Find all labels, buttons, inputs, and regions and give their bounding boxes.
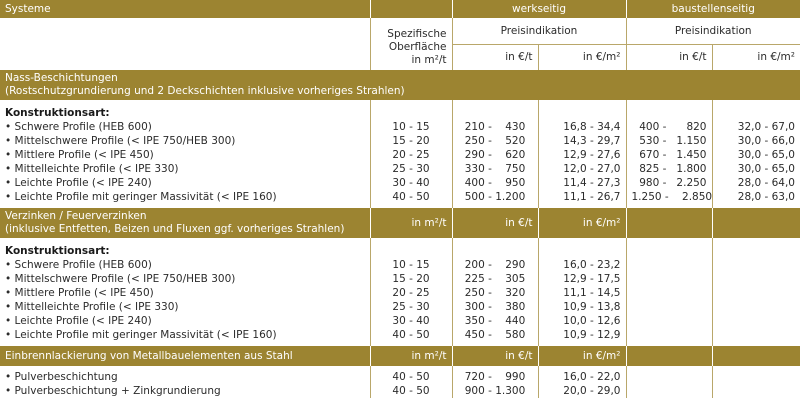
row-surface: 10 - 15	[370, 258, 452, 272]
row-label: • Pulverbeschichtung	[5, 371, 118, 383]
einbrenn-unit-surface: in m²/t	[370, 346, 452, 366]
row-werk-m2: 16,8 - 34,4	[538, 120, 626, 134]
row-surface: 25 - 30	[370, 162, 452, 176]
row-werk-m2: 11,4 - 27,3	[538, 176, 626, 190]
row-label: • Leichte Profile mit geringer Massivität (< IPE 160)	[5, 329, 277, 341]
table-row	[0, 258, 800, 272]
row-werk-t: 500 - 1.200	[452, 190, 538, 204]
row-werk-t: 225 - 305	[452, 272, 538, 286]
row-bau-m2	[712, 258, 800, 272]
row-bau-m2: 32,0 - 67,0	[712, 120, 800, 134]
row-bau-m2	[712, 314, 800, 328]
section-einbrenn-header	[0, 346, 800, 366]
header-surface: Spezifische Oberfläche in m²/t	[370, 18, 452, 70]
row-label: • Mittelleichte Profile (< IPE 330)	[5, 163, 179, 175]
row-surface: 40 - 50	[370, 370, 452, 384]
row-werk-m2: 11,1 - 26,7	[538, 190, 626, 204]
row-bau-t: 980 - 2.250	[626, 176, 712, 190]
row-werk-m2: 10,9 - 12,9	[538, 328, 626, 342]
header-bau-t: in €/t	[626, 44, 712, 70]
row-bau-t	[626, 328, 712, 342]
row-bau-m2	[712, 300, 800, 314]
row-surface: 10 - 15	[370, 120, 452, 134]
row-werk-t: 290 - 620	[452, 148, 538, 162]
row-label: • Mittelleichte Profile (< IPE 330)	[5, 301, 179, 313]
header-werk-t: in €/t	[452, 44, 538, 70]
header-preisindikation-bau: Preisindikation	[626, 18, 800, 44]
row-bau-t	[626, 272, 712, 286]
row-surface: 40 - 50	[370, 384, 452, 398]
verzinken-unit-m2: in €/m²	[538, 208, 626, 238]
row-surface: 30 - 40	[370, 314, 452, 328]
table-row	[0, 300, 800, 314]
row-werk-m2: 12,9 - 17,5	[538, 272, 626, 286]
row-werk-t: 250 - 320	[452, 286, 538, 300]
row-surface: 15 - 20	[370, 134, 452, 148]
row-label: • Mittelschwere Profile (< IPE 750/HEB 300)	[5, 135, 236, 147]
row-werk-m2: 16,0 - 23,2	[538, 258, 626, 272]
header-werkseitig: werkseitig	[452, 0, 626, 18]
header-baustellenseitig: baustellenseitig	[626, 0, 800, 18]
table-row	[0, 328, 800, 342]
section-nass-subheading: Konstruktionsart:	[5, 107, 110, 119]
table-row	[0, 384, 800, 398]
row-werk-t: 350 - 440	[452, 314, 538, 328]
row-surface: 40 - 50	[370, 328, 452, 342]
table-row	[0, 272, 800, 286]
row-bau-m2	[712, 272, 800, 286]
row-werk-m2: 16,0 - 22,0	[538, 370, 626, 384]
row-surface: 30 - 40	[370, 176, 452, 190]
row-label: • Leichte Profile mit geringer Massivität (< IPE 160)	[5, 191, 277, 203]
row-werk-t: 200 - 290	[452, 258, 538, 272]
verzinken-unit-surface: in m²/t	[370, 208, 452, 238]
row-bau-t	[626, 258, 712, 272]
table-row	[0, 370, 800, 384]
table-row	[0, 286, 800, 300]
row-bau-m2: 30,0 - 65,0	[712, 148, 800, 162]
row-bau-m2	[712, 328, 800, 342]
table-row	[0, 176, 800, 190]
row-surface: 25 - 30	[370, 300, 452, 314]
row-bau-t	[626, 300, 712, 314]
row-bau-m2	[712, 370, 800, 384]
row-werk-m2: 14,3 - 29,7	[538, 134, 626, 148]
row-bau-t: 400 - 820	[626, 120, 712, 134]
row-werk-t: 450 - 580	[452, 328, 538, 342]
verzinken-unit-t: in €/t	[452, 208, 538, 238]
section-nass-subheading-row	[0, 106, 800, 120]
header-bau-m2: in €/m²	[712, 44, 800, 70]
row-werk-m2: 12,0 - 27,0	[538, 162, 626, 176]
table-row	[0, 314, 800, 328]
row-bau-m2: 30,0 - 66,0	[712, 134, 800, 148]
row-bau-m2: 28,0 - 64,0	[712, 176, 800, 190]
row-werk-t: 720 - 990	[452, 370, 538, 384]
table-row	[0, 120, 800, 134]
header-bar	[0, 0, 800, 18]
row-bau-m2	[712, 286, 800, 300]
header-systeme: Systeme	[0, 0, 370, 18]
header-werk-m2: in €/m²	[538, 44, 626, 70]
row-label: • Schwere Profile (HEB 600)	[5, 121, 152, 133]
row-werk-t: 250 - 520	[452, 134, 538, 148]
row-werk-m2: 11,1 - 14,5	[538, 286, 626, 300]
table-row	[0, 134, 800, 148]
row-surface: 15 - 20	[370, 272, 452, 286]
row-label: • Schwere Profile (HEB 600)	[5, 259, 152, 271]
row-surface: 20 - 25	[370, 286, 452, 300]
row-label: • Leichte Profile (< IPE 240)	[5, 177, 152, 189]
row-surface: 40 - 50	[370, 190, 452, 204]
row-werk-t: 330 - 750	[452, 162, 538, 176]
row-werk-t: 900 - 1.300	[452, 384, 538, 398]
table-row	[0, 162, 800, 176]
section-verzinken-subheading-row	[0, 244, 800, 258]
row-label: • Pulverbeschichtung + Zinkgrundierung	[5, 385, 221, 397]
table-row	[0, 190, 800, 204]
section-verzinken-header	[0, 208, 800, 238]
row-bau-t: 530 - 1.150	[626, 134, 712, 148]
section-nass-header	[0, 70, 800, 100]
header-row-1	[0, 18, 800, 44]
einbrenn-unit-m2: in €/m²	[538, 346, 626, 366]
row-bau-t	[626, 370, 712, 384]
row-werk-m2: 10,9 - 13,8	[538, 300, 626, 314]
row-bau-t	[626, 286, 712, 300]
row-bau-m2	[712, 384, 800, 398]
section-einbrenn-title: Einbrennlackierung von Metallbauelementen aus Stahl	[0, 346, 370, 366]
row-werk-m2: 12,9 - 27,6	[538, 148, 626, 162]
row-bau-t: 825 - 1.800	[626, 162, 712, 176]
row-bau-t: 1.250 - 2.850	[626, 190, 712, 204]
row-werk-t: 300 - 380	[452, 300, 538, 314]
row-bau-t	[626, 314, 712, 328]
section-verzinken-subheading: Konstruktionsart:	[5, 245, 110, 257]
row-werk-t: 400 - 950	[452, 176, 538, 190]
row-werk-t: 210 - 430	[452, 120, 538, 134]
row-werk-m2: 20,0 - 29,0	[538, 384, 626, 398]
header-preisindikation-werk: Preisindikation	[452, 18, 626, 44]
einbrenn-unit-t: in €/t	[452, 346, 538, 366]
row-bau-t	[626, 384, 712, 398]
section-nass-title: Nass-Beschichtungen (Rostschutzgrundierung und 2 Deckschichten inklusive vorheriges Strahlen)	[0, 70, 800, 100]
row-label: • Leichte Profile (< IPE 240)	[5, 315, 152, 327]
row-label: • Mittlere Profile (< IPE 450)	[5, 149, 154, 161]
row-surface: 20 - 25	[370, 148, 452, 162]
section-verzinken-title: Verzinken / Feuerverzinken (inklusive Entfetten, Beizen und Fluxen ggf. vorheriges Strahlen)	[0, 208, 370, 238]
row-bau-m2: 30,0 - 65,0	[712, 162, 800, 176]
row-bau-m2: 28,0 - 63,0	[712, 190, 800, 204]
row-bau-t: 670 - 1.450	[626, 148, 712, 162]
row-label: • Mittelschwere Profile (< IPE 750/HEB 300)	[5, 273, 236, 285]
table-row	[0, 148, 800, 162]
row-werk-m2: 10,0 - 12,6	[538, 314, 626, 328]
row-label: • Mittlere Profile (< IPE 450)	[5, 287, 154, 299]
